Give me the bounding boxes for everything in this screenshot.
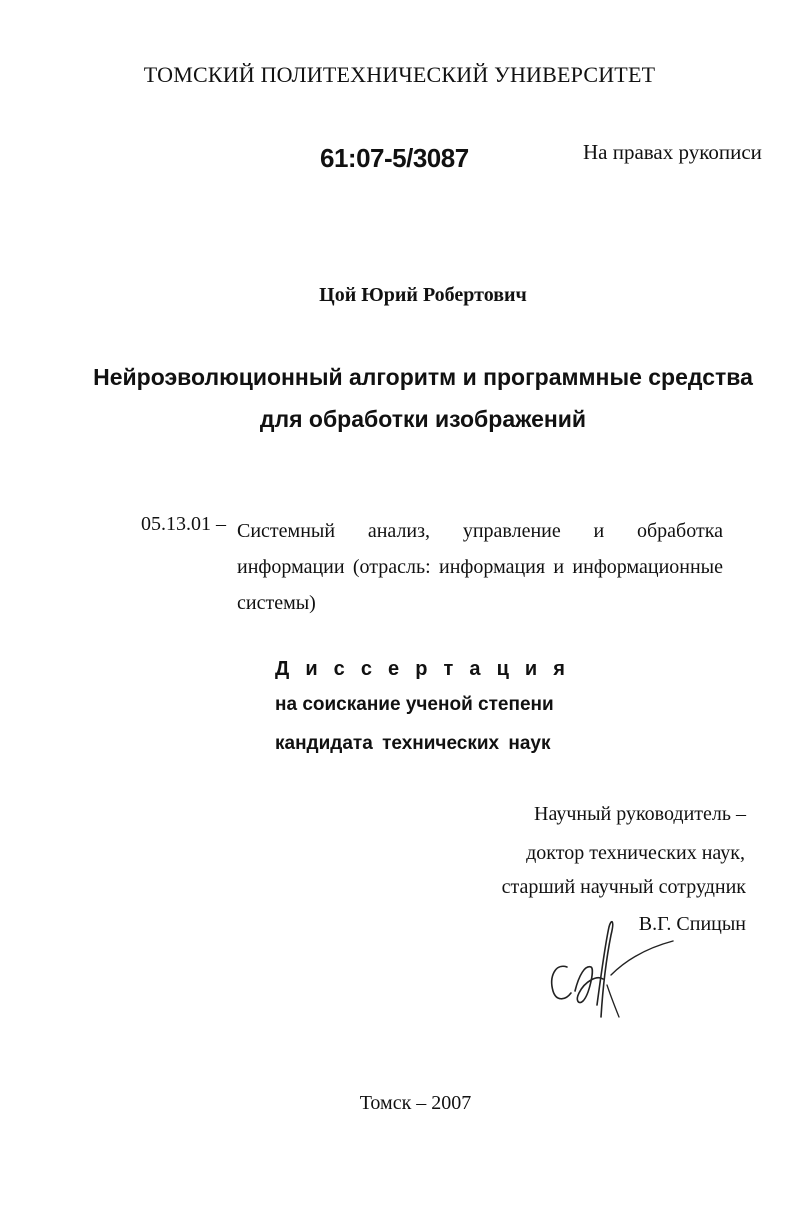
- degree-purpose: на соискание ученой степени: [275, 694, 554, 715]
- title-line-2: для обработки изображений: [259, 406, 587, 432]
- heading-letter: с: [333, 658, 345, 680]
- specialty-text: Системный анализ, управление и обработка информации (отрасль: информация и информационные системы): [237, 520, 723, 614]
- heading-letter: я: [553, 658, 565, 680]
- supervisor-position: старший научный сотрудник: [501, 876, 746, 898]
- heading-letter: р: [415, 658, 428, 680]
- heading-letter: с: [360, 658, 372, 680]
- university-name: ТОМСКИЙ ПОЛИТЕХНИЧЕСКИЙ УНИВЕРСИТЕТ: [143, 62, 656, 87]
- heading-letter: и: [524, 658, 538, 680]
- supervisor-role: Научный руководитель –: [534, 803, 746, 825]
- heading-letter: т: [443, 658, 454, 680]
- rights-note: На правах рукописи: [583, 140, 762, 164]
- dissertation-heading: [275, 658, 565, 681]
- heading-letter: и: [305, 658, 318, 680]
- heading-letter: е: [388, 658, 400, 680]
- handwritten-signature: [545, 905, 685, 1030]
- supervisor-name: В.Г. Спицын: [638, 913, 746, 935]
- heading-letter: ц: [496, 658, 509, 680]
- supervisor-degree: доктор технических наук,: [526, 842, 745, 864]
- dissertation-title: [0, 356, 799, 440]
- author-name: Цой Юрий Робертович: [319, 284, 527, 306]
- heading-letter: Д: [275, 658, 290, 680]
- specialty-code: 05.13.01 –: [141, 513, 226, 535]
- degree-name: кандидата технических наук: [275, 733, 551, 754]
- heading-letter: а: [469, 658, 481, 680]
- call-number: 61:07-5/3087: [320, 143, 469, 173]
- title-line-1: Нейроэволюционный алгоритм и программные средства: [93, 364, 753, 390]
- city-year: Томск – 2007: [359, 1092, 472, 1114]
